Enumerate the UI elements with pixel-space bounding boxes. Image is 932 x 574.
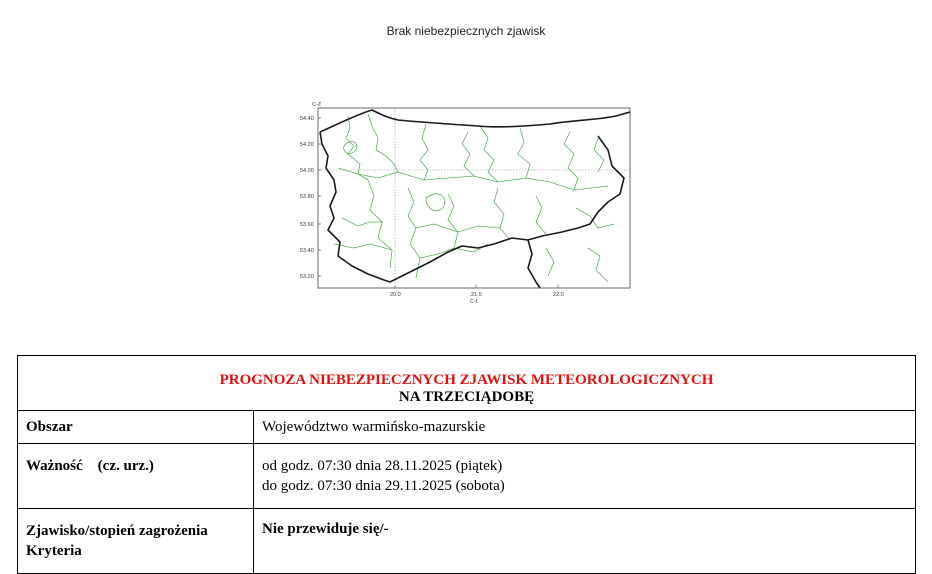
forecast-subtitle: NA TRZECIĄDOBĘ [398, 389, 535, 405]
map-frame [318, 108, 630, 288]
region-map-svg [298, 98, 638, 310]
lat-tick: 54.40 [300, 116, 314, 122]
waznosc-value [254, 444, 916, 509]
waznosc-label [18, 444, 254, 509]
lat-tick: 54.00 [300, 168, 314, 174]
lon-tick: 20.0 [390, 292, 401, 298]
region-map [298, 98, 638, 310]
obszar-label: Obszar [18, 411, 254, 444]
forecast-table [17, 355, 916, 574]
zjawisko-label-line1: Zjawisko/stopień zagrożenia [26, 523, 208, 539]
lat-tick: 54.20 [300, 142, 314, 148]
waznosc-label-text: Ważność (cz. urz.) [26, 458, 154, 474]
obszar-value: Województwo warmińsko-mazurskie [254, 411, 916, 444]
lat-tick: 53.80 [300, 194, 314, 200]
lon-tick: 22.0 [553, 292, 564, 298]
waznosc-to: do godz. 07:30 dnia 29.11.2025 (sobota) [262, 478, 505, 494]
lat-tick: 53.20 [300, 274, 314, 280]
forecast-title: PROGNOZA NIEBEZPIECZNYCH ZJAWISK METEOROLOGICZNYCH [219, 372, 714, 388]
waznosc-from: od godz. 07:30 dnia 28.11.2025 (piątek) [262, 458, 503, 474]
lat-tick: 53.60 [300, 222, 314, 228]
lon-tick: 21.0 [471, 292, 482, 298]
zjawisko-label-line2: Kryteria [26, 543, 82, 559]
corner-label-top: C-Z [312, 102, 322, 108]
zjawisko-value: Nie przewiduje się/- [254, 509, 916, 574]
forecast-header [18, 356, 916, 411]
lat-tick: 53.40 [300, 248, 314, 254]
corner-label-bottom: C-I [470, 299, 478, 305]
header-note: Brak niebezpiecznych zjawisk [386, 24, 546, 38]
